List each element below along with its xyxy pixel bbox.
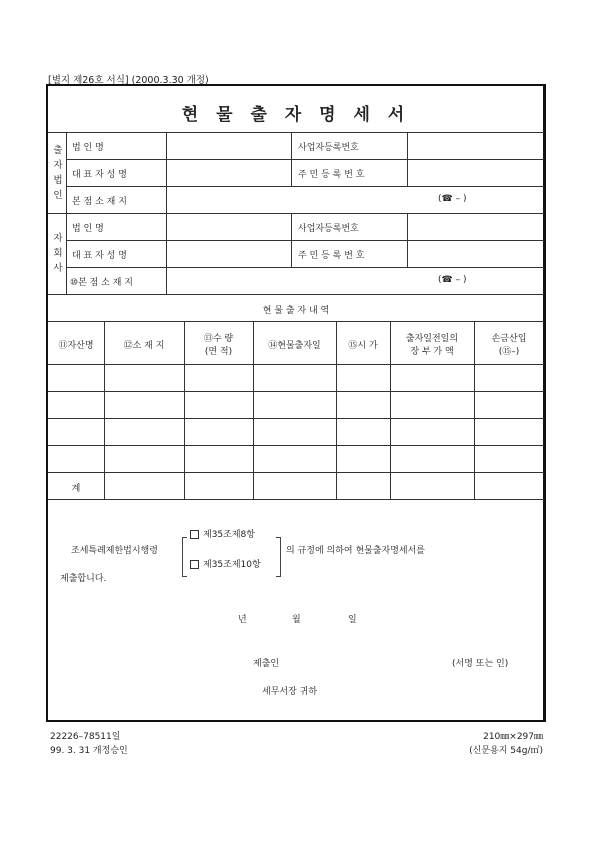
total-label: 계 bbox=[71, 484, 81, 494]
paper-type: (신문용지 54g/㎡) bbox=[469, 746, 543, 756]
phone-field: (☎ – ) bbox=[438, 194, 467, 204]
divider bbox=[48, 364, 544, 365]
submitter-label: 제출인 bbox=[253, 659, 280, 669]
divider bbox=[66, 159, 544, 160]
divider bbox=[48, 472, 544, 473]
option-label: 제35조제10항 bbox=[203, 560, 261, 570]
label-char: 인 bbox=[53, 190, 63, 201]
divider bbox=[291, 213, 292, 267]
divider bbox=[407, 132, 408, 186]
rep-name-label: 대 표 자 성 명 bbox=[72, 170, 127, 180]
subsidiary-section-label bbox=[51, 231, 65, 276]
approval-note: 99. 3. 31 개정승인 bbox=[50, 746, 128, 756]
divider bbox=[166, 132, 167, 294]
divider bbox=[48, 213, 544, 214]
col-book-value: 출자일전일의 bbox=[405, 334, 459, 344]
divider bbox=[66, 186, 544, 187]
divider bbox=[66, 240, 544, 241]
phone-field: (☎ – ) bbox=[438, 275, 467, 285]
label-char: 회 bbox=[53, 248, 63, 259]
col-quantity: ⑬수 량 bbox=[203, 334, 234, 344]
act-name: 조세특례제한법시행령 bbox=[71, 546, 158, 556]
form-header: [별지 제26호 서식] (2000.3.30 개정) bbox=[48, 75, 209, 86]
label-char: 자 bbox=[53, 160, 63, 171]
option-para-10 bbox=[190, 557, 261, 570]
paper-size: 210㎜×297㎜ bbox=[483, 732, 543, 742]
col-asset-name: ⑪자산명 bbox=[58, 341, 94, 351]
day-label: 일 bbox=[348, 615, 357, 625]
submit-text: 제출합니다. bbox=[60, 574, 107, 584]
hq-address-label: 본 점 소 재 지 bbox=[72, 197, 127, 207]
col-location: ⑫소 재 지 bbox=[123, 341, 165, 351]
divider bbox=[66, 132, 67, 294]
biz-reg-label: 사업자등록번호 bbox=[298, 224, 359, 234]
clause-text: 의 규정에 의하여 현물출자명세서를 bbox=[286, 546, 425, 556]
divider bbox=[48, 418, 544, 419]
divider bbox=[48, 132, 544, 133]
corp-name-label: 법 인 명 bbox=[72, 224, 104, 234]
divider bbox=[66, 267, 544, 268]
label-char: 사 bbox=[53, 263, 63, 274]
option-para-8 bbox=[190, 527, 255, 540]
investor-section-label bbox=[51, 143, 65, 203]
rep-name-label: 대 표 자 성 명 bbox=[72, 251, 127, 261]
divider bbox=[48, 294, 544, 295]
resident-no-label: 주 민 등 록 번 호 bbox=[298, 170, 365, 180]
bracket-left bbox=[182, 537, 187, 577]
label-char: 자 bbox=[53, 233, 63, 244]
divider bbox=[48, 445, 544, 446]
form-code: 22226–78511일 bbox=[50, 732, 121, 742]
label-char: 법 bbox=[53, 175, 63, 186]
divider bbox=[48, 321, 544, 322]
divider bbox=[48, 499, 544, 500]
bracket-right bbox=[276, 537, 281, 577]
addressee: 세무서장 귀하 bbox=[262, 687, 318, 697]
signature-label: (서명 또는 인) bbox=[452, 659, 509, 669]
biz-reg-label: 사업자등록번호 bbox=[298, 143, 359, 153]
year-label: 년 bbox=[238, 615, 247, 625]
checkbox-icon[interactable] bbox=[190, 560, 199, 569]
col-market-value: ⑮시 가 bbox=[348, 341, 378, 351]
form-title: 현 물 출 자 명 세 서 bbox=[181, 105, 411, 125]
corp-name-label: 법 인 명 bbox=[72, 143, 104, 153]
divider bbox=[407, 213, 408, 267]
col-contribution-date: ⑭현물출자일 bbox=[268, 341, 321, 351]
details-heading: 현 물 출 자 내 역 bbox=[262, 306, 330, 316]
resident-no-label: 주 민 등 록 번 호 bbox=[298, 251, 365, 261]
month-label: 월 bbox=[292, 615, 301, 625]
col-loss-inclusion-sub: (⑮–) bbox=[498, 347, 520, 357]
hq-address-label: ⑩본 점 소 재 지 bbox=[70, 278, 133, 288]
divider bbox=[48, 391, 544, 392]
col-quantity-unit: (면 적) bbox=[204, 347, 233, 357]
option-label: 제35조제8항 bbox=[203, 530, 255, 540]
divider bbox=[291, 132, 292, 186]
checkbox-icon[interactable] bbox=[190, 530, 199, 539]
label-char: 출 bbox=[53, 145, 63, 156]
col-loss-inclusion: 손금산입 bbox=[491, 334, 527, 344]
col-book-value-sub: 장 부 가 액 bbox=[410, 347, 454, 357]
